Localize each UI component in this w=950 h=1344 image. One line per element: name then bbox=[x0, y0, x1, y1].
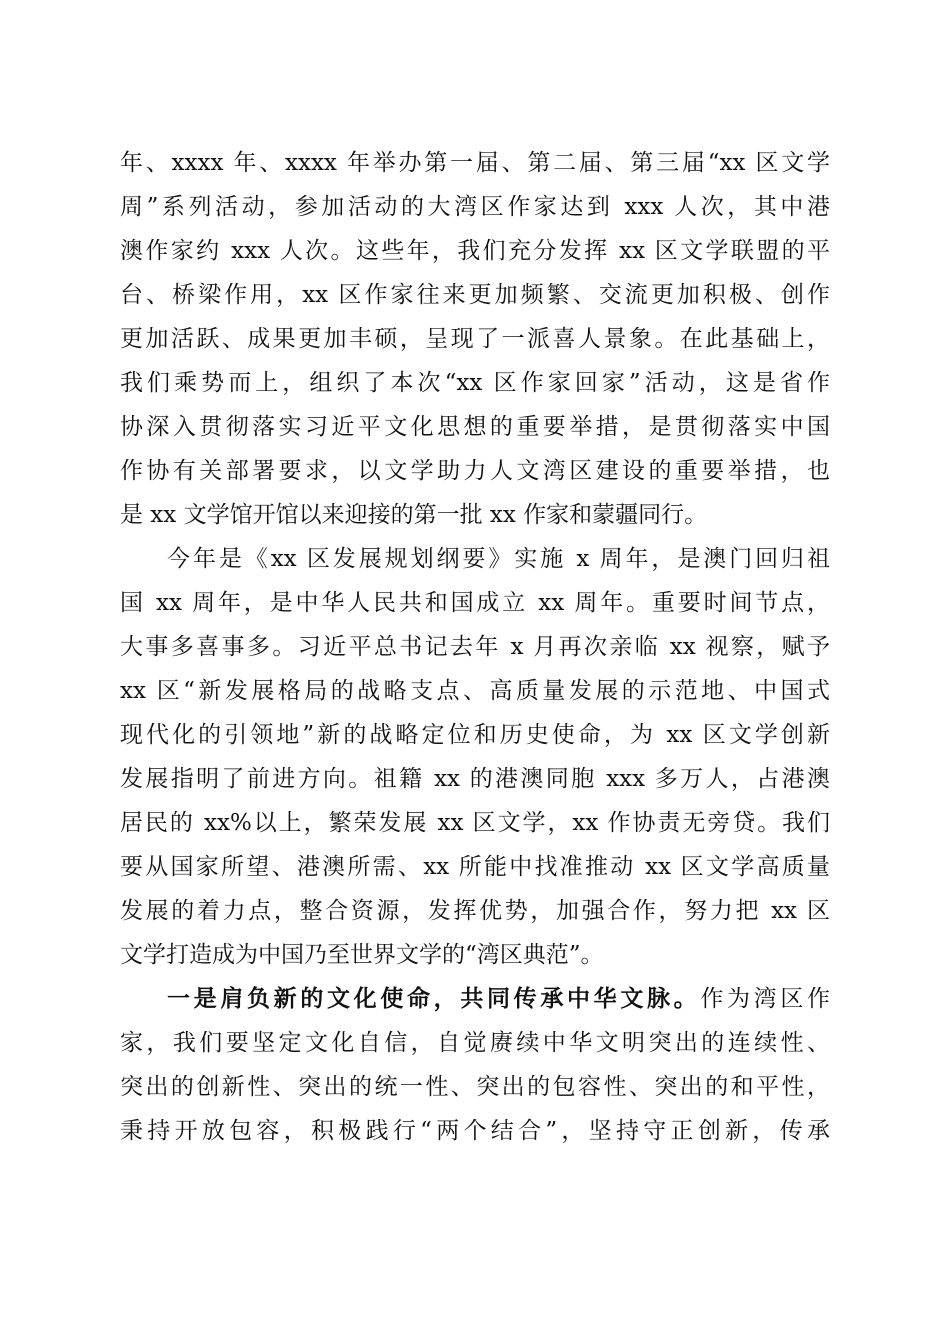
paragraph-line-15: 发展指明了前进方向。祖籍 xx 的港澳同胞 xxx 多万人，占港澳 bbox=[120, 766, 830, 792]
paragraph-line-2: 周”系列活动，参加活动的大湾区作家达到 xxx 人次，其中港 bbox=[120, 194, 830, 220]
section-heading: 一是肩负新的文化使命，共同传承中华文脉。 bbox=[167, 985, 701, 1012]
paragraph-line-22: 突出的创新性、突出的统一性、突出的包容性、突出的和平性， bbox=[120, 1074, 830, 1100]
paragraph-line-13: xx 区“新发展格局的战略支点、高质量发展的示范地、中国式 bbox=[120, 678, 830, 704]
paragraph-line-19: 文学打造成为中国乃至世界文学的“湾区典范”。 bbox=[120, 942, 604, 968]
paragraph-line-3: 澳作家约 xxx 人次。这些年，我们充分发挥 xx 区文学联盟的平 bbox=[120, 238, 830, 264]
paragraph-line-16: 居民的 xx%以上，繁荣发展 xx 区文学，xx 作协责无旁贷。我们 bbox=[120, 810, 830, 836]
paragraph-line-4: 台、桥梁作用，xx 区作家往来更加频繁、交流更加积极、创作 bbox=[120, 282, 830, 308]
paragraph-line-6: 我们乘势而上，组织了本次“xx 区作家回家”活动，这是省作 bbox=[120, 370, 830, 396]
paragraph-line-17: 要从国家所望、港澳所需、xx 所能中找准推动 xx 区文学高质量 bbox=[120, 854, 830, 880]
paragraph-line-21: 家，我们要坚定文化自信，自觉赓续中华文明突出的连续性、 bbox=[120, 1030, 830, 1056]
paragraph-line-5: 更加活跃、成果更加丰硕，呈现了一派喜人景象。在此基础上， bbox=[120, 326, 830, 352]
paragraph-line-20-text: 作为湾区作 bbox=[700, 986, 830, 1012]
paragraph-line-7: 协深入贯彻落实习近平文化思想的重要举措，是贯彻落实中国 bbox=[120, 414, 830, 440]
paragraph-line-23: 秉持开放包容，积极践行“两个结合”，坚持守正创新，传承 bbox=[120, 1118, 830, 1144]
paragraph-line-20 bbox=[167, 979, 830, 1019]
paragraph-line-18: 发展的着力点，整合资源，发挥优势，加强合作，努力把 xx 区 bbox=[120, 898, 830, 924]
paragraph-line-9: 是 xx 文学馆开馆以来迎接的第一批 xx 作家和蒙疆同行。 bbox=[120, 502, 708, 528]
paragraph-line-10: 今年是《xx 区发展规划纲要》实施 x 周年，是澳门回归祖 bbox=[167, 546, 830, 572]
paragraph-line-14: 现代化的引领地”新的战略定位和历史使命，为 xx 区文学创新 bbox=[120, 722, 830, 748]
paragraph-line-8: 作协有关部署要求，以文学助力人文湾区建设的重要举措，也 bbox=[120, 458, 830, 484]
paragraph-line-11: 国 xx 周年，是中华人民共和国成立 xx 周年。重要时间节点， bbox=[120, 590, 830, 616]
paragraph-line-1: 年、xxxx 年、xxxx 年举办第一届、第二届、第三届“xx 区文学 bbox=[120, 150, 830, 176]
paragraph-line-12: 大事多喜事多。习近平总书记去年 x 月再次亲临 xx 视察，赋予 bbox=[120, 634, 830, 660]
